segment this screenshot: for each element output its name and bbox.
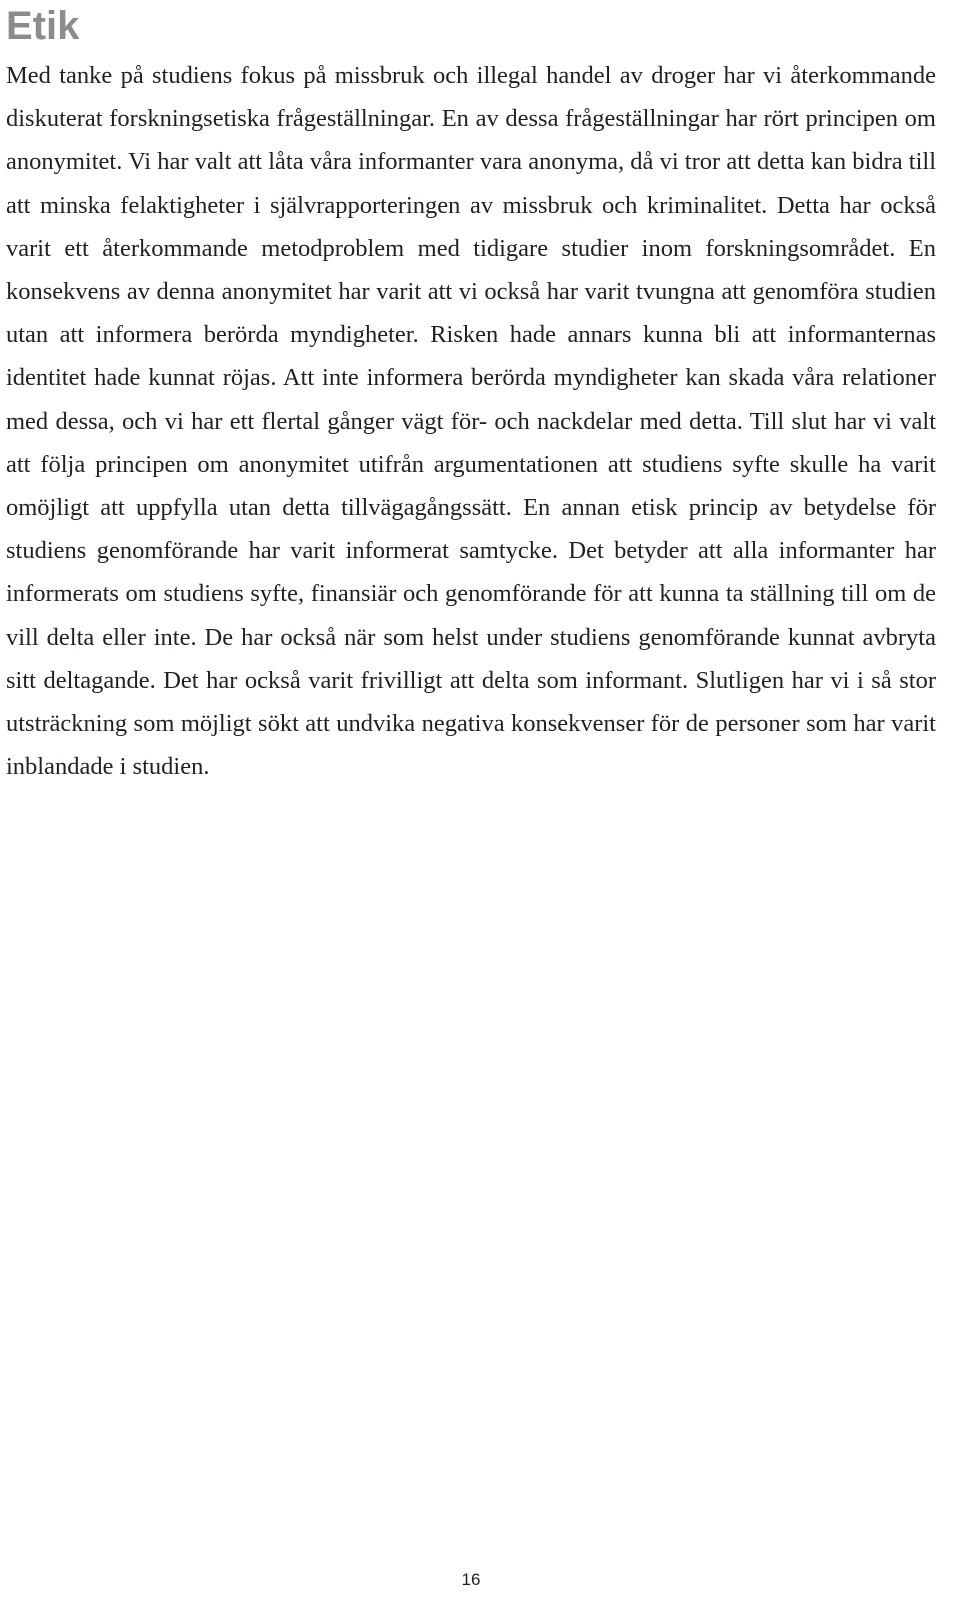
section-heading: Etik <box>6 4 80 48</box>
section-body-paragraph: Med tanke på studiens fokus på missbruk och illegal handel av droger har vi återkommande diskuterat forskningsetiska frågeställningar. En av dessa frågeställningar har rört principen om anonymitet. Vi har valt att låta våra informanter vara anonyma, då vi tror att detta kan bidra till att minska felaktigheter i självrapporteringen av missbruk och kriminalitet. Detta har också varit ett återkommande metodproblem med tidigare studier inom forskningsområdet. En konsekvens av denna anonymitet har varit att vi också har varit tvungna att genomföra studien utan att informera berörda myndigheter. Risken hade annars kunna bli att informanternas identitet hade kunnat röjas. Att inte informera berörda myndigheter kan skada våra relationer med dessa, och vi har ett flertal gånger vägt för- och nackdelar med detta. Till slut har vi valt att följa principen om anonymitet utifrån argumentationen att studiens syfte skulle ha varit omöjligt att uppfylla utan detta tillvägagångssätt. En annan etisk princip av betydelse för studiens genomförande har varit informerat samtycke. Det betyder att alla informanter har informerats om studiens syfte, finansiär och genomförande för att kunna ta ställning till om de vill delta eller inte. De har också när som helst under studiens genomförande kunnat avbryta sitt deltagande. Det har också varit frivilligt att delta som informant. Slutligen har vi i så stor utsträckning som möjligt sökt att undvika negativa konsekvenser för de personer som har varit inblandade i studien. <box>6 62 936 781</box>
page-number: 16 <box>461 1570 481 1589</box>
